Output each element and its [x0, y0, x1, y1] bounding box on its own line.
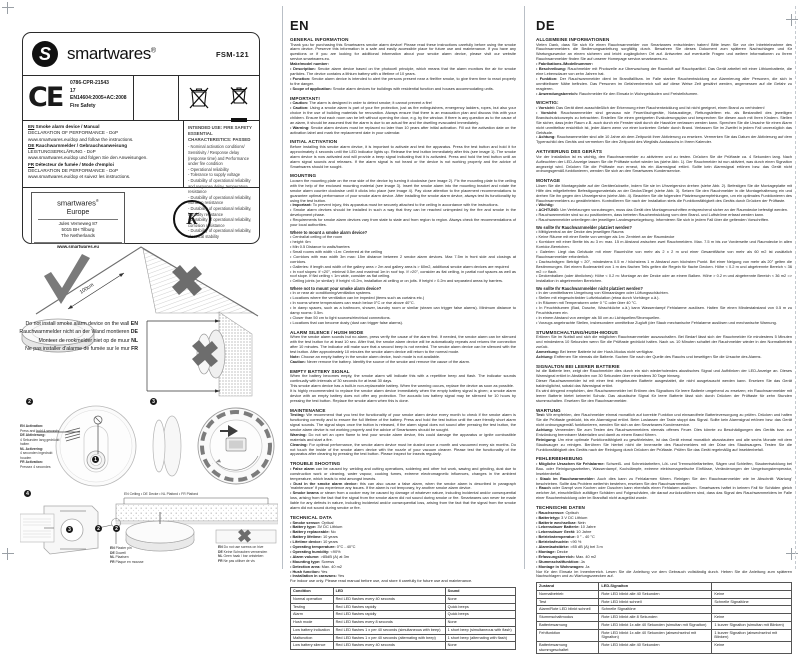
- bullet-item: • Battery type: 3V DC Lithium: [290, 525, 516, 530]
- bullet-item: • Fabrikations-/Modellnummer:: [536, 62, 792, 67]
- bullet-item: • Lebensdauer Batterie: 10 Jahre: [536, 525, 792, 530]
- table-cell: Batteriewarnung: [537, 621, 599, 629]
- table-cell: Schnelle Signaltöne: [712, 598, 792, 606]
- decl-dop-de: LEISTUNGSERKLÄRUNG - DoP: [28, 149, 96, 155]
- placement-item: • Galleries: if length and width of the gallery area > 2m and gallery area is > 60m2, additional smoke alarm devices are required: [290, 265, 516, 270]
- address-region: Europe: [66, 208, 90, 216]
- bullet-item: • Rauch oder Dampf vom Kochen oder Duschen kann ebenfalls einen Fehlalarm auslösen. Smartwares haftet in keinem Fall für Schäden gleich welcher Art, einschließlich zufälliger Schäden und Folgeschäden, die darauf zurückzuführen sind, dass das Signal des Rauchwarnmelders im Falle einer Rauchentwicklung oder im Brandfall nicht ausgelöst wurde.: [536, 486, 792, 501]
- section-heading: TROUBLE SHOOTING: [290, 461, 341, 467]
- bullet-item: • Alarm volume: >85dB (A) at 3m: [290, 555, 516, 560]
- essential-characteristics-heading: ESSENTIAL CHARACTERISTICS: PASSED: [188, 130, 251, 142]
- figure-number-4: 4: [24, 490, 31, 497]
- table-header-row: [537, 583, 792, 591]
- section-footnote: Nur für den Einsatz im Innenbereich. Lesen Sie die Anleitung vor dem Gebrauch vollständig durch. Heben Sie die Anleitung zum späteren Nachschlagen und zu Wartungszwecken auf.: [536, 568, 792, 579]
- paragraph: Warning: Do not set an open flame to test your smoke alarm device, this could damage the apparatus or ignite combustible materials and start a fire.: [290, 431, 516, 442]
- figure-2: [20, 402, 140, 490]
- figure-number-3: 3: [150, 398, 157, 405]
- avoid-item: • Locations that can become dusty (dust can trigger false alarms).: [290, 321, 516, 326]
- table-row: [537, 606, 792, 614]
- bullet-item: • Betriebsfeuchte: <90 %: [536, 540, 792, 545]
- question-heading: Where to mount a smoke alarm device?: [290, 230, 368, 235]
- table-row: [537, 614, 792, 622]
- bullet-item: • Batterie wechselbar: Nein: [536, 521, 792, 526]
- bullet-item: • Alarmlautstärke: >85 dB (A) bei 3 m: [536, 545, 792, 550]
- bullet-list: [290, 521, 516, 580]
- placement-item: • Korridore mit einer Breite bis zu 3 m: max. 15 m Abstand zwischen zwei Rauchmeldern. Max. 7.5 m bis zur Vorderseite und Raumdecke in allen Korridor-Bereichen.: [536, 240, 792, 250]
- address-country: The Netherlands: [61, 233, 95, 239]
- placement-item: • In roof slopes: if <20°, minimal 0.5m and maximal 1m in roof top. If >20°, consider as flat ceiling, in partial roof spaces as well as roof slope. If flat ceiling < 1m wide, consider as flat ceiling.: [290, 270, 516, 280]
- question-heading: Wo sollte Ihr Rauchwarnmelder platziert werden?: [536, 225, 632, 231]
- placement-item: • Central/at ceiling of the room: [290, 235, 516, 240]
- section-heading: STUMMSCHALTUNG/HUSH-MODUS: [536, 329, 619, 335]
- avoid-list: [290, 291, 516, 325]
- section-heading: MAINTENANCE: [290, 407, 326, 413]
- table-cell: Red LED flashes every 40 seconds: [333, 642, 445, 650]
- bullet-item: • Lebensdauer Gerät: 10 Jahre: [536, 530, 792, 535]
- bullet-item: • Operating humidity: <90%: [290, 550, 516, 555]
- avoid-item: • Vorzugs angebrachte Stellen, insbesondere unmittelbar Zugluft (der Staub mechanische Fehlalarme auslösen und mechanische Warnung.: [536, 321, 792, 326]
- language-heading-en: EN: [290, 18, 310, 33]
- table-cell: [712, 606, 792, 614]
- section-heading: TECHNICAL DATA: [290, 515, 332, 520]
- table-row: [537, 621, 792, 629]
- paragraph: Note: Choose an empty battery in the smoke alarm device, hush mode is not available.: [290, 353, 441, 359]
- intended-use-heading: INTENDED USE: FIRE SAFETY: [188, 125, 252, 130]
- avoid-item: • In Räumen mit Temperaturen unter 0 °C oder über 40 °C.: [536, 301, 792, 306]
- section-heading: GENERAL INFORMATION: [290, 37, 349, 42]
- table-cell: Rote LED blinkt alle 8 Sekunden: [599, 614, 712, 622]
- placement-item: • Small rooms with width <1m: Centered at the ceiling: [290, 250, 516, 255]
- bullet-item: • Montage in Wohnwagen: Ja: [536, 565, 792, 570]
- figure-2-callout: EN Activation: Press and hold 4 seconds DE Aktivierung: 4 Sekunden lang gedrückt halten NL Activering: 4 seconden ingedrukt houden FR Activation: Pressez 4 secondes: [20, 424, 60, 469]
- bullet-item: • Smoke alarm devices should be installed in such a way that they can be reached unimpeded by the fire and smoke in the development phase.: [290, 208, 516, 218]
- decl-dop-en: DECLARATION OF PERFORMANCE - DoP: [28, 130, 119, 136]
- col-empty: [712, 583, 792, 591]
- table-cell: Malfunction: [291, 634, 334, 642]
- svg-text:.: .: [212, 460, 214, 465]
- section-heading: WARTUNG: [536, 407, 561, 413]
- address-city: 5015 BH Tilburg: [61, 226, 95, 232]
- section-heading: EMPTY BATTERY SIGNAL: [290, 368, 350, 374]
- bullet-item: • Vorsicht: Das Gerät dient ausschließlich der Erkennung einer Rauchentwicklung und ist nicht geeignet, einen Brand zu verhindern!: [536, 106, 792, 111]
- essential-item: - Operational reliability: [188, 167, 255, 173]
- table-cell: Hush mode: [291, 619, 334, 627]
- section-footnote: For indoor use only. Please read manual before use, and store it carefully for future use and maintenance.: [290, 578, 473, 584]
- table-row: [291, 634, 516, 642]
- table-cell: Red LED flashes rapidly: [333, 603, 445, 611]
- paragraph: Loosen the mounting plate on the rear side of the device by turning it clockwise (see image 2). Fix the mounting plate to the ceiling with the help of the enclosed mounting material (see image 3). Insert the smoke alarm into the mounting bracket and rotate the smoke alarm counter clockwise until it clicks into place (see image 4). Pay close attention to the placement recommendations to guarantee optimal performance of your smoke alarm device. After installing the smoke alarm device, always test its functionality by using the test button.: [290, 177, 516, 203]
- paragraph: Achtung: Entfernen Sie niemals die Batterie. Suchen Sie nach der Quelle des Rauchs und beseitigen Sie die Ursache des Alarms.: [536, 353, 762, 359]
- table-cell: Rote LED blinkt 1x alle 40 Sekunden (simultan mit Signalton): [599, 621, 712, 629]
- ce-line-1: 0786-CPR-21543: [70, 80, 109, 86]
- smartwares-logo-icon: S: [32, 41, 58, 67]
- callout-marker-3: 3: [66, 526, 73, 533]
- essential-characteristics: [184, 121, 259, 239]
- bullet-item: • Erfassungsbereich: Max. 40 m2: [536, 555, 792, 560]
- bullet-item: • Anwendungsbereich: Rauchmelder für den Einsatz in Wohngebäuden und Freistellräumen.: [536, 92, 792, 97]
- decl-url-en: www.smartwares.eu/dop and follow the instructions.: [28, 136, 134, 142]
- table-cell: Red LED flashes rapidly: [333, 611, 445, 619]
- callout-marker-2b: 2: [113, 525, 120, 532]
- essential-item: - Durability of operational reliability, vibration resistance: [188, 195, 255, 206]
- address-website: www.smartwares.eu: [34, 242, 122, 249]
- essential-item: - Durability of operational reliability and response delay, temperature resistance: [188, 178, 255, 195]
- placement-item: • Min 0.5 Distance to walls/barriers: [290, 245, 516, 250]
- table-cell: 1 kurzer Signalton (abwechselnd mit Blinken): [712, 629, 792, 641]
- bullet-item: • Caution: The alarm is designed in order to detect smoke; it cannot prevent a fire!: [290, 101, 516, 106]
- paragraph: Test: Wir empfehlen, den Rauchmelder einmal monatlich auf korrekte Funktion und einwandfreie Batterieversorgung zu prüfen. Drücken und halten Sie die Prüftaste gedrückt, bis ein Alarmsignal ertönt. Beim Loslassen der Taste stoppt das Signal. Sollte kein Alarmsignal ertönen bzw. das Gerät nicht ordnungsgemäß funktionieren, wenden Sie sich an den Smartwares Kundenservice.: [536, 412, 792, 427]
- table-cell: Rote LED blinkt schnell: [599, 598, 712, 606]
- paragraph: Reinigung: Um eine optimale Funktionsfähigkeit zu gewährleisten, ist das Gerät einmal monatlich abzustauben und alle sechs Monate mit dem Staubsauger zu reinigen. Berühren Sie hierbei nicht die Innenseite des Rauchmelders mit der Düse des Staubsaugers. Testen Sie die Funktionsfähigkeit des Geräts nach der Reinigung durch Drücken der Prüftaste. Prüfen Sie das Gerät regelmäßig auf Insektenbefall.: [536, 436, 792, 452]
- col-zustand: Zustand: [537, 583, 599, 591]
- col-led: LED: [333, 588, 445, 596]
- german-text-column: [530, 0, 798, 652]
- table-cell: None: [445, 619, 515, 627]
- bullet-item: • Description: Smoke alarm device based on the photocell principle, which means that the alarm monitors the air for smoke particles. The device contains a lithium battery with a lifetime of 10 years.: [290, 67, 516, 77]
- paragraph: Cleaning: For optimal performance, the smoke alarm device must be dusted once a month and vacuumed every six months. Do not touch the inside of the smoke alarm device with the nozzle of your vacuum cleaner. Please test the functionality of the apparatus after cleaning by pressing the test button. Please inspect for insects regularly.: [290, 441, 516, 457]
- table-cell: None: [445, 642, 515, 650]
- table-cell: Red LED flashes every 8 seconds: [333, 619, 445, 627]
- english-text-column: [288, 0, 520, 648]
- table-cell: Low battery indication: [291, 626, 334, 634]
- brand-name: smartwares®: [67, 44, 156, 63]
- column-divider-left: [282, 6, 283, 569]
- placement-item: • Keine Räume mit einer Breite von weniger als 1m: Zentriert an der Raumdecke: [536, 235, 792, 240]
- bullet-item: • Betriebstemperatur: 0 ° - 40 °C: [536, 535, 792, 540]
- address-street: Jules Verneweg 87: [58, 220, 98, 226]
- table-cell: 1 kurzer Signalton (simultan mit Blinken): [712, 621, 792, 629]
- flag-en: EN: [28, 124, 35, 129]
- kitemark-icon: K: [173, 200, 211, 238]
- table-cell: Normalbetrieb: [537, 591, 599, 599]
- essential-item: - Durability of operational reliability, humidity resistance: [188, 206, 255, 217]
- table-cell: Quick beeps: [445, 611, 515, 619]
- address-divider: [38, 219, 118, 220]
- table-row: [537, 642, 792, 654]
- table-cell: Keine: [712, 614, 792, 622]
- paragraph: When the battery becomes empty, the smoke alarm will indicate this with a repetitive beep and flash. The indicator sounds continually with intervals of 30 seconds for at least 30 days.: [290, 373, 516, 384]
- device-back-svg: [150, 400, 280, 492]
- bullet-item: • Battery replaceable: No: [290, 530, 516, 535]
- bullet-item: • Dust in the smoke alarm device: this can also cause a false alarm, when the smoke alarm is described in paragraph 'maintenance' if you experience any issues. If the alarm is not temporary, try another smoke alarm device.: [290, 482, 516, 492]
- bullet-item: • Mounting type: Screws: [290, 560, 516, 565]
- table-cell: Low battery silence: [291, 642, 334, 650]
- flag-fr: FR: [28, 161, 35, 167]
- table-cell: Normal operation: [291, 595, 334, 603]
- bullet-item: • Hush function: Yes: [290, 570, 516, 575]
- svg-text:100cm: 100cm: [78, 282, 96, 296]
- figure-3: [150, 400, 280, 492]
- table-cell: Testing: [291, 603, 334, 611]
- figure-4-warning-label: EN Do not use screws on hive DE Keine Schrauben verwenden NL Geen haak / bar ontsteken FR Ne pas utiliser de vis: [218, 545, 268, 563]
- table-cell: None: [445, 595, 515, 603]
- table-body: [291, 595, 516, 649]
- section-heading: FEHLERBEHEBUNG: [536, 456, 583, 462]
- avoid-item: • In rooms where temperatures can reach below 0°C or rise above 40°C.: [290, 301, 516, 306]
- bullet-item: • Beschreibung: Rauchmelder mit Photozelle zur Überwachung der Raumluft auf Rauchpartikel. Das Gerät arbeitet mit einer Lithiumbatterie, die eine Lebensdauer von zehn Jahren hat.: [536, 67, 792, 77]
- placement-item: • Dachschrägen: Beträgt < 20°, mindestens 0.5 m / höchstens 1 m Abstand zum höchsten Punkt. Bei einer Neigung von mehr als 20° gelten die Bestimmungen. Bei einem Bodenanteil von 1 m des flachen Teils gelten die Regeln für flache Decken. Höhe < 0.2 m und abgetrennte Bereich < 36 m2 => flach.: [536, 260, 792, 275]
- section-heading: ALLGEMEINE INFORMATIONEN: [536, 37, 610, 42]
- paragraph: Caution: Never remove the battery. Identify the source of the smoke and remove the cause of the alarm.: [290, 358, 471, 364]
- wall-warning-line: Do not install smoke alarm device on the wall EN: [25, 321, 138, 327]
- led-signal-table-en: [290, 587, 516, 650]
- decl-dop-fr: DECLARATION DE PERFORMANCE - DoP: [28, 168, 119, 174]
- paragraph: It is highly recommended to replace the smoke alarm device immediately when the empty battery signal is given; a smoke alarm device with an empty battery does not offer any protection. The acoustic low battery signal may be silenced for 10 hours by pressing the test button. Replace the smoke alarm when this is done.: [290, 387, 516, 403]
- section-heading: SIGNALTON BEI LEERER BATTERIE: [536, 363, 620, 369]
- avoid-list: [536, 291, 792, 325]
- avoid-item: • Stellen mit eingeschränkter Luftzirkulation (etwa durch Vorhänge u.ä.).: [536, 296, 792, 301]
- bullet-item: • Staub im Rauchwarnmelder: Auch dies kann zu Fehlalarmen führen. Reinigen Sie den Rauchwarnmelder wie im Abschnitt 'Wartung' beschrieben. Sollte das Problem weiterhin bestehen, ersetzen Sie den Rauchwarnmelder.: [536, 477, 792, 487]
- wall-warning-line: Rauchwarnmelder nicht an der Wand montieren DE: [19, 329, 138, 336]
- table-row: [291, 603, 516, 611]
- bullet-item: • Batterietyp: 3 V DC Lithium: [536, 516, 792, 521]
- table-row: [291, 642, 516, 650]
- address-brand: smartwares®: [57, 198, 99, 208]
- ceiling-mounting-figure: [6, 236, 276, 406]
- table-cell: Quick beeps: [445, 603, 515, 611]
- bullet-item: • Caution: Using a smoke alarm is part of your fire protection, just as fire extinguishers, emergency ladders, ropes, but also your choice in the use of building materials for renovation. Always ensure that there is an evacuation plan and discuss this with your children. Ensure that each room can be left without opening the door, e.g. by the window. If there is any question as to the cause of an alarm, it should be assumed that the alarm is due to an actual fire and the dwelling evacuated immediately.: [290, 106, 516, 126]
- avoid-item: • In Feuchträumen (Bad, Dusche, Waschküche u.ä.) kann Wasserdampf Fehlalarme auslösen. Halten Sie einen Mindestabstand von 0.5 m zu Feuchträumen ein.: [536, 306, 792, 316]
- placement-item: • Mittig/zentral an der Decke des jeweiligen Raums: [536, 230, 792, 235]
- ce-line-2: 17: [70, 87, 76, 94]
- table-cell: 1 short beep (simultaneous with flash): [445, 626, 515, 634]
- ce-cell: [23, 76, 134, 120]
- paragraph: Lösen Sie die Montageplatte auf der Geräterückseite, indem Sie sie im Uhrzeigersinn drehen (siehe Abb. 2). Befestigen Sie die Montageplatte mit Hilfe des mitgelieferten Befestigungsmaterials an der Decke/Ziegel (siehe Abb. 3). Setzen Sie den Rauchmelder in die Montagehalterung ein und drehen Sie ihn gegen den Uhrzeigersinn (siehe Abb. 4). Beachten Sie die folgenden Platzierungsempfehlungen, um ein optimales Funktionieren des Rauchwarnmelders zu gewährleisten. Kontrollieren Sie nach der Installation stets die Funktionsfähigkeit des Geräts durch Drücken der Prüftaste.: [536, 182, 792, 203]
- table-row: [537, 598, 792, 606]
- section-heading: MONTAGE: [536, 178, 561, 184]
- paragraph: Es wird dringend empfohlen, den Rauchwarnmelder bei Ertönen des Signaltons für leere Batterie umgehend zu ersetzen; ein Rauchwarnmelder mit leerer Batterie bietet keinerlei Schutz. Das akustische Signal für leere Batterie lässt sich durch Drücken der Prüftaste für zehn Stunden stummschalten. Ersetzen Sie den Rauchwarnmelder.: [536, 387, 792, 403]
- avoid-item: • Locations where the ventilation can be impeded (items such as curtains etc.): [290, 296, 516, 301]
- table-row: [291, 595, 516, 603]
- placement-list: [536, 230, 792, 284]
- bullet-list: [290, 467, 516, 511]
- table-cell: Rote LED blinkt 1x alle 40 Sekunden (abwechselnd mit Signalton): [599, 629, 712, 641]
- table-row: [291, 611, 516, 619]
- section-heading: INITIAL ACTIVATION: [290, 139, 338, 145]
- crossed-out-bin-with-bar-icon: [228, 85, 250, 111]
- bullet-item: • Achtung: Rauchwarnmelder sind alle 10 Jahre ab dem Zeitpunkt ihrer Aktivierung zu ersetzen. Vermerken Sie das Datum der Aktivierung auf dem Typenschild des Geräts und vermerken Sie den Zeitpunkt des Wegfalls Austauschs in Ihrem Kalender.: [536, 135, 792, 145]
- table-body: [537, 591, 792, 654]
- avoid-item: • In damp spaces, such as a bathroom, shower, laundry room or similar (steam can trigger false alarms). Minimum distance to damp rooms: 0.5m.: [290, 306, 516, 316]
- declaration-of-performance: [23, 121, 184, 187]
- column-divider-right: [524, 6, 525, 569]
- model-number: FSM-121: [216, 50, 249, 59]
- bullet-item: • Smoke beams or steam from a cooker may be caused by damage of whatever nature, including incidental and/or consequential loss, arising from the fact that the signal from the smoke alarm did not sound during smoke or fire. Smartwares can never be made liable for any defects in nature, including incidental and/or consequential loss, arising from the fact that the signal from the smoke alarm did not sound during smoke or fire.: [290, 491, 516, 511]
- figure-number-2: 2: [26, 398, 33, 405]
- paragraph: Vielen Dank, dass Sie sich für einen Rauchwarnmelder von Smartwares entschieden haben! Bitte lesen Sie vor der Inbetriebnahme des Rauchwarnmelders die Bedienungsanleitung sorgfältig durch. Bewahren Sie dieses Dokument zum späteren Nachschlagen und für Wartungszwecke an einem sicheren und leicht zugänglichen Ort auf. Antworten auf eventuelle Fragen und weitere Informationen zu Ihrem Rauchwarnmelder finden Sie auf unserer Homepage service.smartwares.eu.: [536, 41, 792, 62]
- bullet-list: [536, 511, 792, 570]
- solid-bar-icon: [231, 118, 247, 122]
- bullet-item: • Battery lifetime: 10 years: [290, 535, 516, 540]
- section-heading: WICHTIG:: [536, 100, 559, 106]
- bullet-list: [290, 67, 516, 92]
- section-heading: IMPORTANT!: [290, 95, 320, 101]
- table-row: [291, 619, 516, 627]
- callout-marker-1: 1: [92, 456, 99, 463]
- section-heading: AKTIVIERUNG DES GERÄTS: [536, 149, 603, 155]
- table-cell: Schnelle Signaltöne: [599, 606, 712, 614]
- sub-heading: Make/model number:: [290, 61, 329, 67]
- bullet-item: • Rauchwarnmelder sind so zu positionieren, dass betreten Rauchentwicklung vom dem Brand- und Luftströme erfasst werden kann.: [536, 213, 792, 218]
- table-cell: Keine: [712, 591, 792, 599]
- col-sound: Sound: [445, 588, 515, 596]
- bullet-item: • Rauchsensor: Optisch: [536, 511, 792, 516]
- bullet-list: [536, 203, 792, 223]
- placement-item: • Ceiling joints (or similar): if height <0.2m, installation at ceiling or on jolts. If height > 0.2m and separated areas by barriers.: [290, 279, 516, 284]
- avoid-item: • In or near air conditioning/ventilation systems.: [290, 291, 516, 296]
- left-illustration-column: [0, 0, 282, 575]
- bullet-list: [290, 203, 516, 228]
- bullet-item: • Detection area: Max. 40 m2: [290, 565, 516, 570]
- decl-title-de: DE Rauchwarnmelder / Gebrauchsanweisung: [28, 142, 128, 148]
- section-heading: TECHNISCHE DATEN: [536, 505, 586, 511]
- table-cell: Rote LED blinkt alle 40 Sekunden: [599, 591, 712, 599]
- table-cell: 1 short beep (alternating with flash): [445, 634, 515, 642]
- bullet-item: • Funktion: Der Rauchwarnmelder dient im Brandfall/bzw. im Falle starker Rauchentwicklung zur Alarmierung aller Personen, die sich in unmittelbarer Nähe befinden. Das Personen im Gefahrenbereich soll auf diese Weise Zeit gewährt werden, angemessen auf die Gefahr zu reagieren.: [536, 77, 792, 92]
- paragraph: Ertönen Sie im Notfall und sich die möglichen Rauchwarnmelder auszuschalten. Bei Bedarf lässt sich der Rauchmelder für mindestens 5 Minuten und mindestens 10 Sekunden wenn Sie die Prüftaste gedrückt halten. Nach ca. 10 Minuten schaltet der Rauchmelder wieder in den Normalbetrieb zurück.: [536, 334, 792, 350]
- bullet-list: [290, 101, 516, 135]
- certification-row: [23, 76, 259, 121]
- decl-url-fr: www.smartwares.eu/dop et suivez les instructions.: [28, 174, 131, 180]
- bullet-item: • Montage: Decke: [536, 550, 792, 555]
- table-cell: Batteriewarnung stummgeschaltet: [537, 642, 599, 654]
- flag-de: DE: [28, 142, 35, 148]
- bullet-item: • False alarm can be caused by: welding and cutting operations, soldering and other hot work, sawing and grinding, dust due to construction work or cleaning, water vapour, cooking fumes, extreme electromagnetic influences, changes in the ambient temperature, which leads to mist amongst insects.: [290, 467, 516, 482]
- col-condition: Condition: [291, 588, 334, 596]
- bullet-item: • Vorsicht: Rauchwarnmelder sind genauso wie Feuerlöschgeräte, Notausstiege, Rettungsleitern etc. als Bestandteil des jeweiligen Brandschutzkonzepts zu betrachten. Erstellen Sie einen geeigneten Evakuierungsplan und besprechen Sie diesen auch mit Ihren Kindern. Stellen Sie sicher, dass jeder Raum z.B. auch durch ein Fenster statt durch die Haustüre verlassen werden kann. Sprechen Sie die Ursache für einen Alarm nicht unmittelbar ersichtlich ist, jeder Alarm wenn vor einer konkreten Gefahr durch Brand. Verlassen Sie im Zweifel in jedem Fall unverzüglich das Gebäude.: [536, 111, 792, 136]
- bullet-item: • ACHTUNG: Um Verletzungen vorzubeugen, muss das Gerät den Montagevorschriften entsprechend sicher an der Raumdecke befestigt werden.: [536, 208, 792, 213]
- question-heading: Where not to mount your smoke alarm device?: [290, 286, 382, 292]
- section-heading: ALARM SILENCE / HUSH MODE: [290, 329, 364, 335]
- paragraph: Before installing this smoke alarm device, it is important to activate and test the apparatus. Press the test button and hold it for approximately 4 seconds until the LED indicator lights up. Release the test button immediately after this (see image 1). The smoke alarm device is now activated and will provide a beep signal indicating that it is activated. Press and hold the test button until an alarm signal sounds and releases. If the alarm signal is not heard or the device is not working properly and the advice of Smartwares should be sought.: [290, 143, 516, 169]
- bullet-list: [536, 62, 792, 96]
- bullet-item: • Smoke sensor: Optical: [290, 521, 516, 526]
- callout-marker-2a: 2: [95, 525, 102, 532]
- table-header-row: [291, 588, 516, 596]
- weee-cell: [179, 76, 259, 120]
- table-row: [537, 591, 792, 599]
- paragraph: Vor der Installation ist es wichtig, den Rauchwarnmelder zu aktivieren und zu testen. Drücken Sie die Prüftaste ca. 4 Sekunden lang. Nach Aufleuchten der LED-Anzeige lassen Sie die Prüftaste sofort wieder los (siehe Abb. 1). Der Rauchmelder ist nun aktiviert, was durch einen Signalton angezeigt wird. Drücken Sie die Prüftaste nun erneut, bis ein Alarmsignal ertönt. Sollte kein Alarmsignal ertönen bzw. das Gerät nicht ordnungsgemäß funktionieren, wenden Sie sich an den Smartwares Kundenservice.: [536, 153, 792, 174]
- placement-item: • Galerien: Liegt das Gebäude mit einer Raumhöhe von mehr als 2 x 2 m und einer Gesamtfläche von mehr als 60 m2 ist zusätzlich Rauchwarnmelder erforderlich.: [536, 250, 792, 260]
- paragraph: Anmerkung: Bei leerer Batterie ist der Hush-Modus nicht verfügbar.: [536, 349, 654, 355]
- avoid-item: • In einem Abstand von weniger als 50 cm zu Lichtquellen/Stromquellen.: [536, 316, 792, 321]
- product-label-box: [22, 32, 260, 249]
- paragraph: Testing: We recommend that you test the functionality of your smoke alarm device every month to check if the smoke alarm is functioning correctly and to ensure the full lifetime of the battery. Press and hold the test button until the user friendly short alarm signal sounds. The signal stops once the button is released, if the alarm signal does not sound after pressing the test button, the smoke alarm device is not working properly and the advice of Smartwares should be sought.: [290, 412, 516, 432]
- avoid-item: • In der unmittelbaren Umgebung von Klimaanlagen oder Lüftungsschächten.: [536, 291, 792, 296]
- avoid-item: • Closer than 50 cm to light sources/electrical connections.: [290, 316, 516, 321]
- bullet-item: • Important: To prevent injury, this apparatus must be securely attached to the ceiling in accordance with the instructions.: [290, 203, 516, 208]
- bullet-item: • Requirements for smoke alarm devices vary from state to state and from region to region. Always check the recommendations of your local authorities.: [290, 218, 516, 228]
- paragraph: Thank you for purchasing this Smartwares smoke alarm device! Please read these instructions carefully before using the smoke alarm device. Preserve this information in a safe and easily accessible place for future use and maintenance. If you have any questions or if you are looking for additional information about your smoke alarm device, please visit our website service.smartwares.eu.: [290, 41, 516, 62]
- paragraph: Ist die Batterie leer, zeigt der Rauchmelder dies durch ein sich wiederholendes akustisches Signal und Aufblinken der LED-Anzeige an. Dieses Warnsignal ertönt in Abständen von 30 Sekunden über mindestens 30 Tage hinweg.: [536, 368, 792, 379]
- german-body: [536, 37, 792, 579]
- label-header: [23, 33, 259, 76]
- bullet-item: • Scope of application: Smoke alarm devices for buildings with residential function and houses accommodating units.: [290, 87, 516, 92]
- figure-4: [20, 492, 278, 564]
- crossed-out-wheelie-bin-icon: [188, 85, 210, 111]
- essential-item: - Tolerance to supply voltage: [188, 172, 255, 178]
- paragraph: Dieser Rauchwarnmelder ist mit einer fest eingebauten Batterie ausgestattet, die nicht ausgetauscht werden kann. Ersetzen Sie das Gerät baldmöglichst, sobald das Warnsignal ertönt.: [536, 378, 792, 389]
- placement-item: • height: 6m: [290, 240, 516, 245]
- figure-4-plaster-label: EN Plaster pin DE Dowell NL Plaatsen FR Plaque en mousse: [110, 546, 144, 564]
- table-cell: Red LED flashes 1 x per 40 seconds (simultaneous with beep): [333, 626, 445, 634]
- placement-item: • Corridors with max width 3m max: 15m distance between 2 smoke alarm devices. Max 7.5m in front side and closings at corridors.: [290, 255, 516, 265]
- table-cell: Fehlfunktion: [537, 629, 599, 641]
- english-body: [290, 37, 516, 584]
- language-heading-de: DE: [536, 18, 556, 33]
- essential-item: - Durability of operational reliability, electrical stability: [188, 228, 255, 239]
- wall-warning-text: [16, 320, 138, 354]
- paragraph: When the smoke alarm sounds but no alarm, press verify the cause of the alarm first. If needed, the smoke alarm can be silenced with the test button for at least 10 sec. After that, the smoke alarm device will be automatically repeats and returns the connection after 10 minutes. The indicator will make sure that a second beep is not needed. The smoke alarm device can be silenced with the test button. After approximately 10 minutes the smoke alarm device will return to the normal mode.: [290, 334, 516, 355]
- placement-item: • Deckenbalken (oder ähnliches): Höhe < 0.2 m: Montage an der Decke oder an einem Balken. Höhe > 0.2 m und abgetrennte Bereich < 36 m2 => Installation in abgetrennten Bereichen.: [536, 274, 792, 284]
- bullet-item: • Warning: Smoke alarm devices must be replaced no later than 10 years after initial activation. Fill out the activation date on the activation label and mark the replacement date in your calendar.: [290, 126, 516, 136]
- bullet-list: [536, 462, 792, 501]
- question-heading: Wo sollte Ihr Rauchwarnmelder nicht platziert werden?: [536, 286, 643, 292]
- decl-url-de: www.smartwares.eu/dop und folgen Sie den Anweisungen.: [28, 155, 148, 161]
- ce-mark-icon: CE: [28, 82, 63, 113]
- table-cell: Red LED flashes 1 x per 40 seconds (alternating with beep): [333, 634, 445, 642]
- decl-title-en: EN Smoke alarm device / Manual: [28, 124, 100, 129]
- bullet-item: • Function: Smoke alarm device is intended to alert the persons present near a fire/fire smoke, to give them time to react properly to the danger.: [290, 77, 516, 87]
- essential-item: - Nominal activation conditions/ Sensitivity / Response delay (response time) and Performance under fire condition: [188, 144, 255, 166]
- ce-line-4: Fire Safety: [70, 102, 96, 109]
- led-signal-table-de: [536, 582, 792, 654]
- section-heading: MOUNTING: [290, 173, 317, 179]
- bullet-item: • Wichtig:: [536, 203, 792, 208]
- table-cell: Red LED flashes every 40 seconds: [333, 595, 445, 603]
- decl-title-fr: FR Détecteur de fumée / Mode d'emploi: [28, 161, 114, 167]
- paragraph: This smoke alarm device has a built-in non-replaceable battery. When the warning occurs, replace the device as soon as possible.: [290, 383, 514, 389]
- ce-line-3: EN14604:2005+AC:2008: [70, 95, 127, 102]
- col-led-signal: LED-Signalton: [599, 583, 712, 591]
- ce-text: [70, 80, 127, 110]
- placement-list: [290, 235, 516, 284]
- table-row: [537, 629, 792, 641]
- paragraph: Achtung: Verwenden Sie zum Testen des Rauchwarnmelders niemals offenes Feuer. Dies könnte zu Beschädigungen des Geräts bzw. zur Entzündung brennbarer Materialien und damit zu einem Brand führen.: [536, 426, 792, 437]
- table-row: [291, 626, 516, 634]
- table-cell: Rote LED blinkt alle 40 Sekunden: [599, 642, 712, 654]
- bullet-item: • Mögliche Ursachen für Fehlalarme: Schweiß- und Schneidarbeiten, Löt- und Trennschleifarbeiten, Sägen und Schleifen, Staubentwicklung bei Bau- oder Reinigungsarbeiten, Wasserdampf, Kochdämpfe, extreme elektromagnetische Einflüsse, Veränderungen der Umgebungstemperatur, Insektenbefall.: [536, 462, 792, 477]
- bullet-item: • Rauchwarnmelder unterliegen der jeweiligen Landesgesetzgebung. Informieren Sie sich in jedem Fall über die geltenden Vorschriften.: [536, 218, 792, 223]
- essential-item: - Durability of operational reliability, corrosion resistance: [188, 217, 255, 228]
- wall-warning-line: Ne pas installer d'alarme de fumée sur le mur FR: [25, 346, 138, 353]
- figure-4-ceiling-label: EN Ceiling • DE Decke • NL Plafond • FR Plafond: [124, 492, 199, 496]
- blank-cell: [134, 76, 179, 120]
- bullet-item: • Operating temperature: 0°C - 40°C: [290, 545, 516, 550]
- table-cell: Alarm/Rote LED blinkt schnell: [537, 606, 599, 614]
- table-cell: Test: [537, 598, 599, 606]
- wall-warning-line: Monteer de rookmelder niet op de muur NL: [38, 337, 138, 344]
- table-cell: Keine: [712, 642, 792, 654]
- table-cell: Alarm: [291, 611, 334, 619]
- bullet-item: • Stummschaltfunktion: Ja: [536, 560, 792, 565]
- table-cell: Stummschaltmodus: [537, 614, 599, 622]
- bullet-list: [536, 106, 792, 145]
- bullet-item: • Lifetime device: 10 years: [290, 540, 516, 545]
- bullet-item: • Installation in caravans: Yes: [290, 574, 516, 579]
